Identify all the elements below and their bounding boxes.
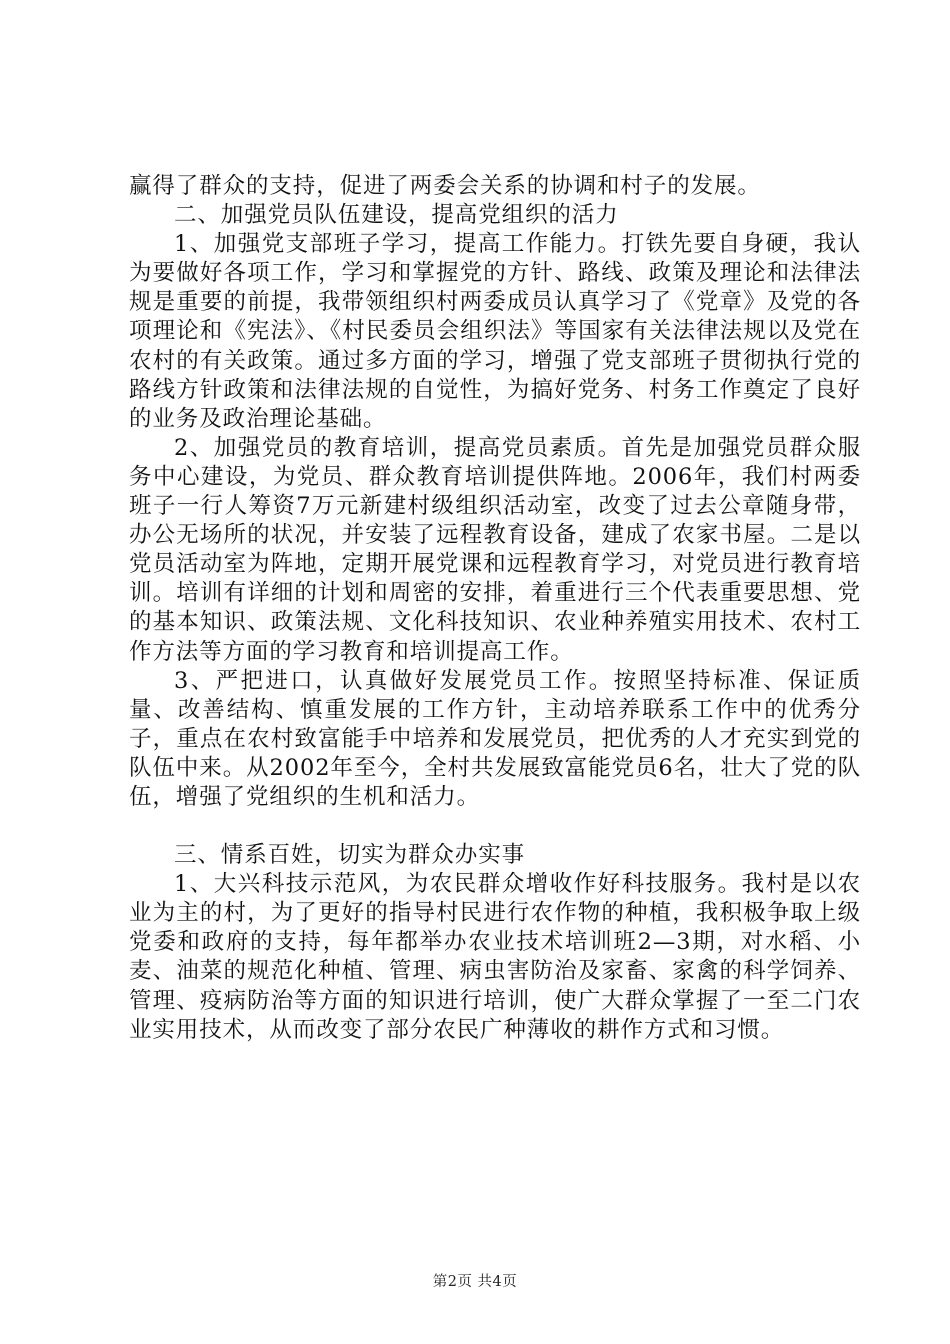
section-heading-3: 三、情系百姓，切实为群众办实事	[174, 842, 526, 869]
paragraph-continuation: 赢得了群众的支持，促进了两委会关系的协调和村子的发展。	[129, 173, 761, 199]
paragraph-2-3: 3、严把进口，认真做好发展党员工作。按照坚持标准、保证质量、改善结构、慎重发展的工作方针，主动培养联系工作中的优秀分子，重点在农村致富能手中培养和发展党员，把优秀的人才充实到党的队伍中来。从2002年至今，全村共发展致富能党员6名，壮大了党的队伍，增强了党组织的生机和活力。	[129, 667, 861, 810]
section-heading-2: 二、加强党员队伍建设，提高党组织的活力	[174, 202, 619, 229]
paragraph-2-2: 2、加强党员的教育培训，提高党员素质。首先是加强党员群众服务中心建设，为党员、群众教育培训提供阵地。2006年，我们村两委班子一行人筹资7万元新建村级组织活动室，改变了过去公章随身带，办公无场所的状况，并安装了远程教育设备，建成了农家书屋。二是以党员活动室为阵地，定期开展党课和远程教育学习，对党员进行教育培训。培训有详细的计划和周密的安排，着重进行三个代表重要思想、党的基本知识、政策法规、文化科技知识、农业种养殖实用技术、农村工作方法等方面的学习教育和培训提高工作。	[129, 434, 861, 665]
paragraph-3-1: 1、大兴科技示范风，为农民群众增收作好科技服务。我村是以农业为主的村，为了更好的指导村民进行农作物的种植，我积极争取上级党委和政府的支持，每年都举办农业技术培训班2—3期，对水稻、小麦、油菜的规范化种植、管理、病虫害防治及家畜、家禽的科学饲养、管理、疫病防治等方面的知识进行培训，使广大群众掌握了一至二门农业实用技术，从而改变了部分农民广种薄收的耕作方式和习惯。	[129, 871, 861, 1043]
document-body	[129, 172, 861, 1045]
page-footer: 第2页 共4页	[432, 1274, 518, 1290]
paragraph-2-1: 1、加强党支部班子学习，提高工作能力。打铁先要自身硬，我认为要做好各项工作，学习和掌握党的方针、路线、政策及理论和法律法规是重要的前提，我带领组织村两委成员认真学习了《党章》及党的各项理论和《宪法》、《村民委员会组织法》等国家有关法律法规以及党在农村的有关政策。通过多方面的学习，增强了党支部班子贯彻执行党的路线方针政策和法律法规的自觉性，为搞好党务、村务工作奠定了良好的业务及政治理论基础。	[129, 231, 861, 432]
